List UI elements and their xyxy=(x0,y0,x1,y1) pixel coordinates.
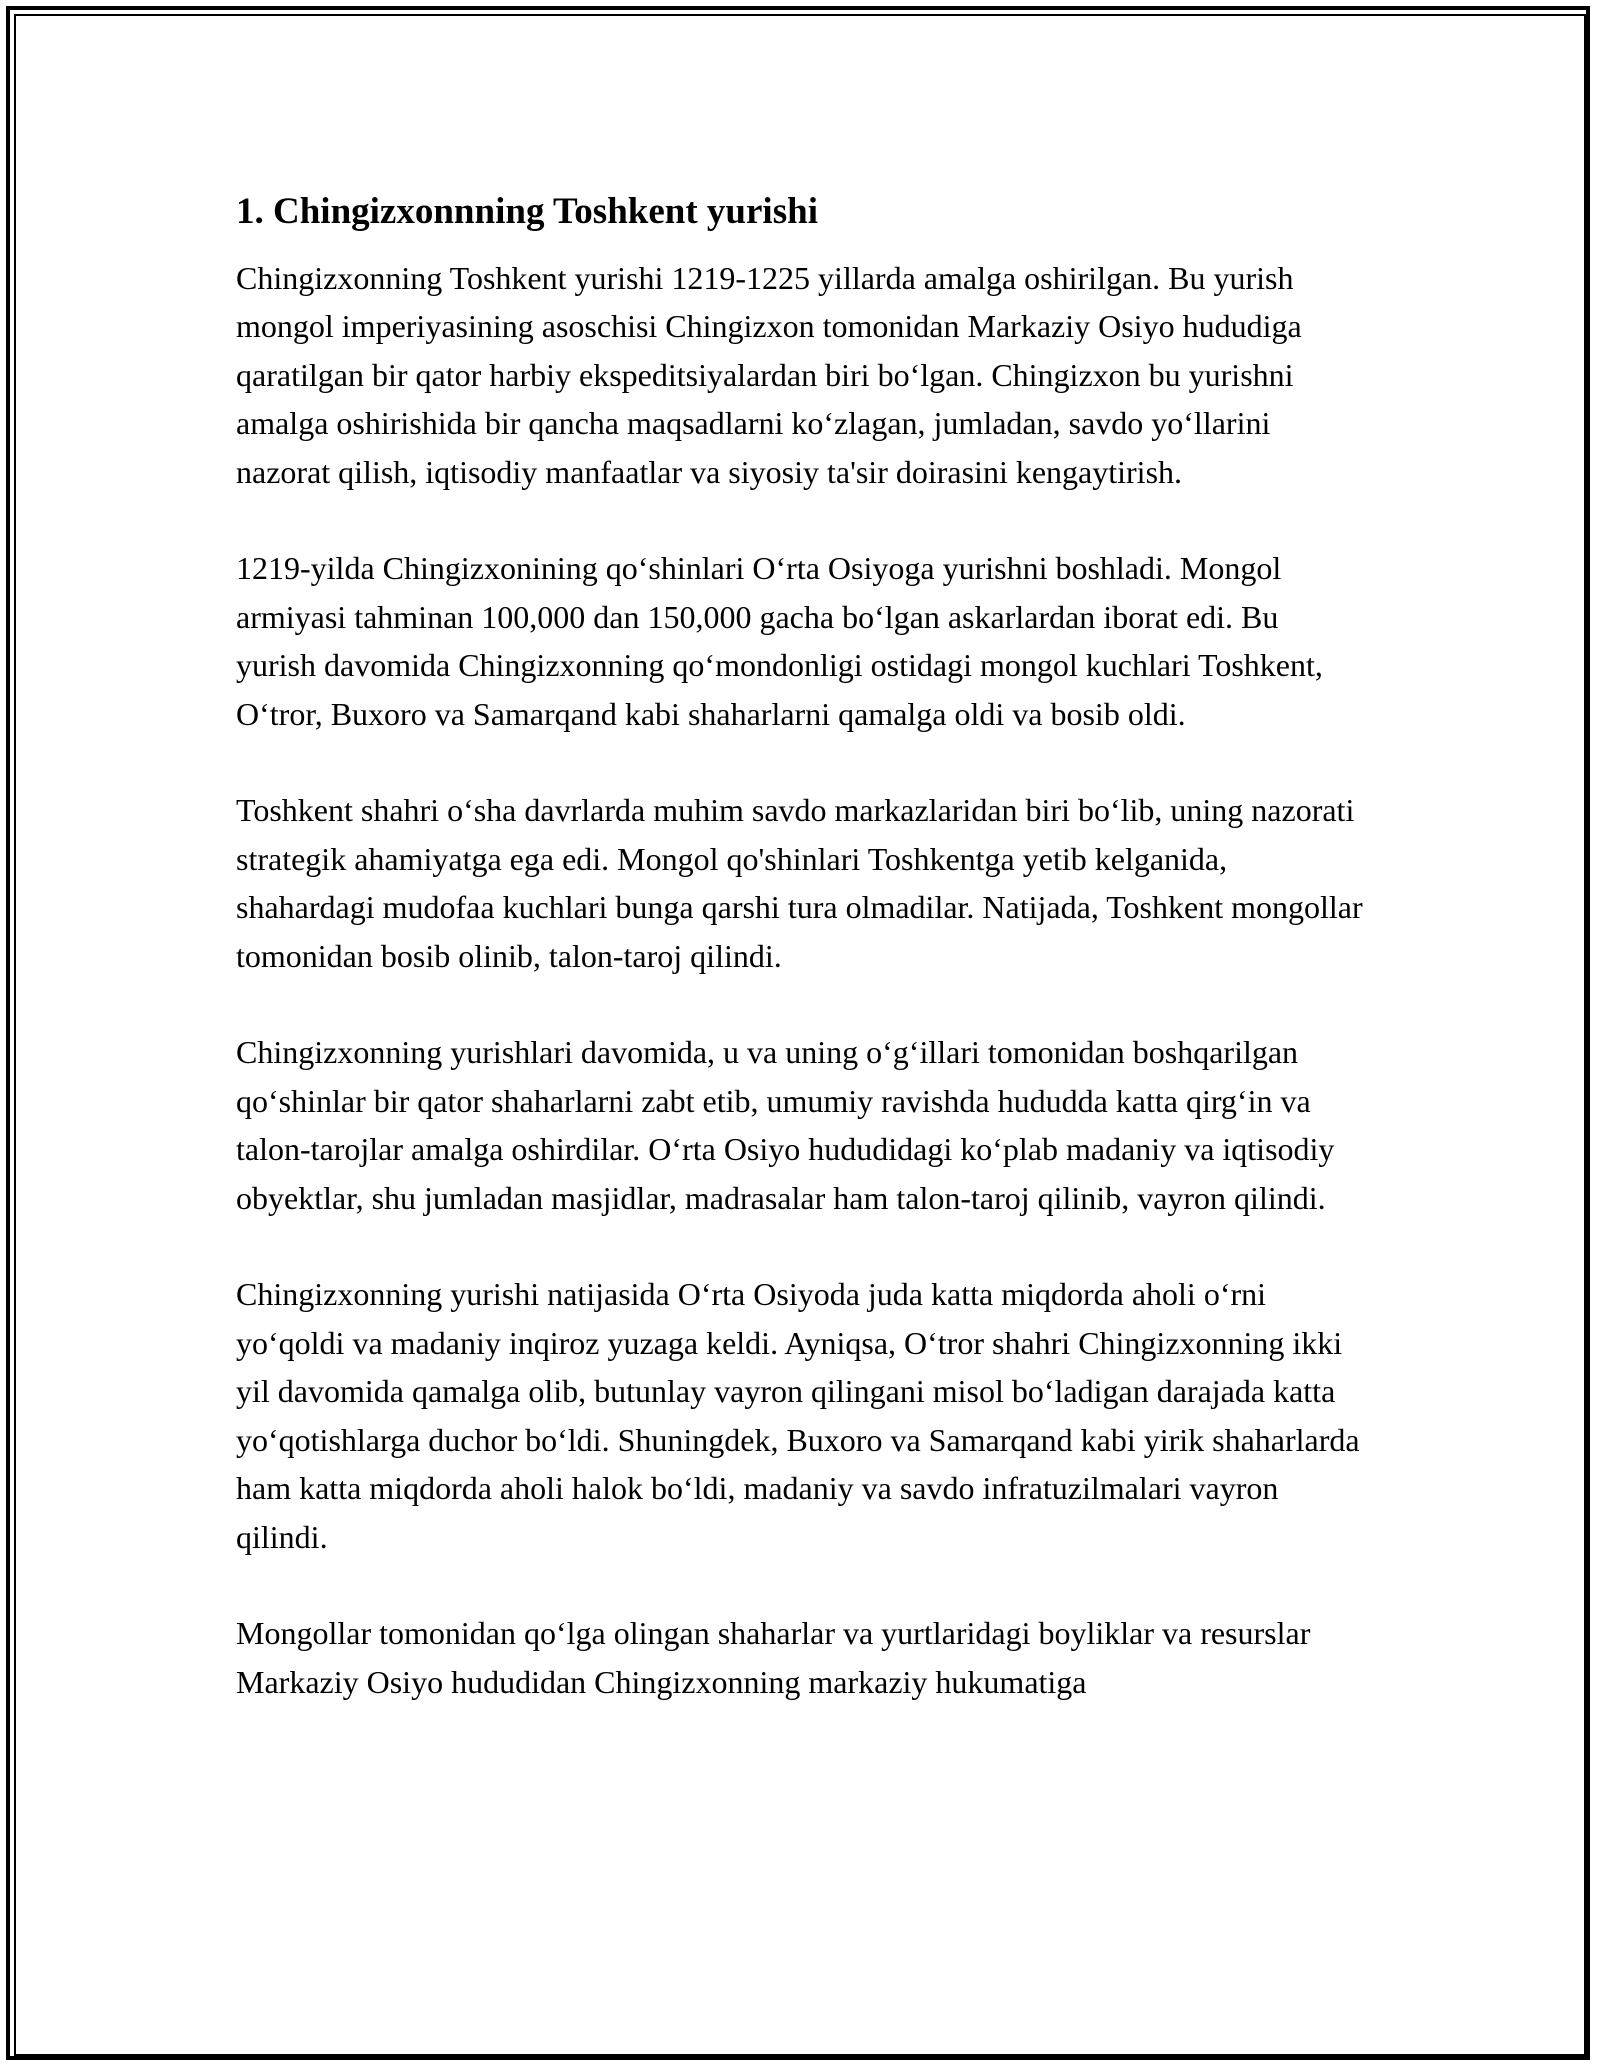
paragraph-4: Chingizxonning yurishlari davomida, u va uning o‘g‘illari tomonidan boshqarilgan qo‘shinlar bir qator shaharlarni zabt etib, umumiy ravishda hududda katta qirg‘in va talon-tarojlar amalga oshirdilar. O‘rta Osiyo hududidagi ko‘plab madaniy va iqtisodiy obyektlar, shu jumladan masjidlar, madrasalar ham talon-taroj qilinib, vayron qilindi. xyxy=(236,1034,1335,1216)
paragraph-5: Chingizxonning yurishi natijasida O‘rta Osiyoda juda katta miqdorda aholi o‘rni yo‘qoldi va madaniy inqiroz yuzaga keldi. Ayniqsa, O‘tror shahri Chingizxonning ikki yil davomida qamalga olib, butunlay vayron qilingani misol bo‘ladigan darajada katta yo‘qotishlarga duchor bo‘ldi. Shuningdek, Buxoro va Samarqand kabi yirik shaharlarda ham katta miqdorda aholi halok bo‘ldi, madaniy va savdo infratuzilmalari vayron qilindi. xyxy=(236,1276,1360,1555)
document-body xyxy=(236,186,1366,1706)
paragraph-2: 1219-yilda Chingizxonining qo‘shinlari O‘rta Osiyoga yurishni boshladi. Mongol armiyasi tahminan 100,000 dan 150,000 gacha bo‘lgan askarlardan iborat edi. Bu yurish davomida Chingizxonning qo‘mondonligi ostidagi mongol kuchlari Toshkent, O‘tror, Buxoro va Samarqand kabi shaharlarni qamalga oldi va bosib oldi. xyxy=(236,550,1323,732)
section-heading: 1. Chingizxonnning Toshkent yurishi xyxy=(236,191,818,232)
paragraph-1: Chingizxonning Toshkent yurishi 1219-1225 yillarda amalga oshirilgan. Bu yurish mongol imperiyasining asoschisi Chingizxon tomonidan Markaziy Osiyo hududiga qaratilgan bir qator harbiy ekspeditsiyalardan biri bo‘lgan. Chingizxon bu yurishni amalga oshirishida bir qancha maqsadlarni ko‘zlagan, jumladan, savdo yo‘llarini nazorat qilish, iqtisodiy manfaatlar va siyosiy ta'sir doirasini kengaytirish. xyxy=(236,260,1302,490)
paragraph-3: Toshkent shahri o‘sha davrlarda muhim savdo markazlaridan biri bo‘lib, uning nazorati strategik ahamiyatga ega edi. Mongol qo'shinlari Toshkentga yetib kelganida, shahardagi mudofaa kuchlari bunga qarshi tura olmadilar. Natijada, Toshkent mongollar tomonidan bosib olinib, talon-taroj qilindi. xyxy=(236,792,1363,974)
paragraph-6: Mongollar tomonidan qo‘lga olingan shaharlar va yurtlaridagi boyliklar va resurslar Markaziy Osiyo hududidan Chingizxonning markaziy hukumatiga xyxy=(236,1615,1311,1700)
